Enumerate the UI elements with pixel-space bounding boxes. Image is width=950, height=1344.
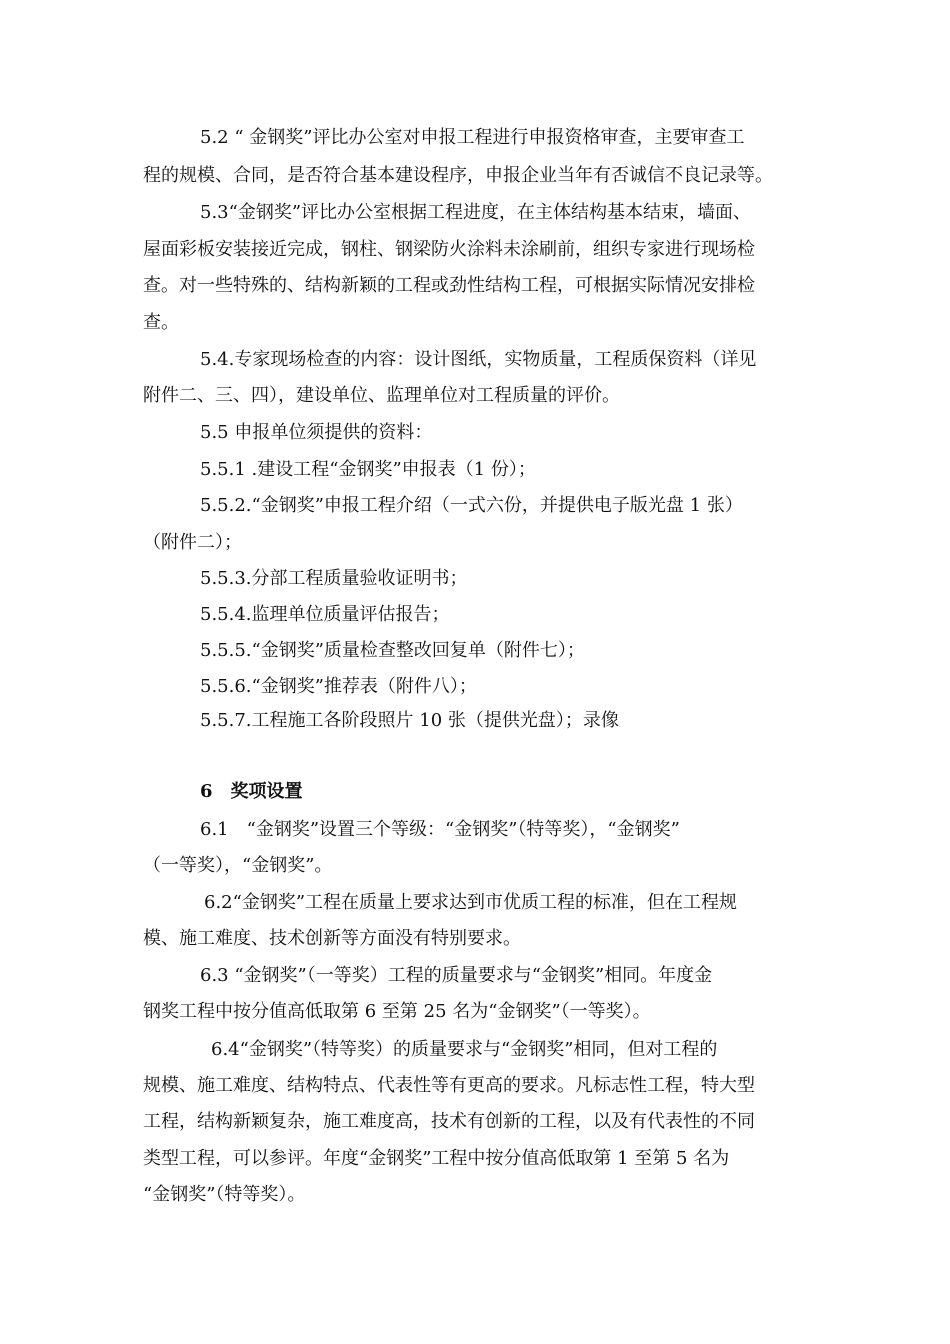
para-5-5-1: 5.5.1 .建设工程“金钢奖”申报表（1 份）； [200, 459, 536, 480]
para-5-5-6: 5.5.6.“金钢奖”推荐表（附件八）； [200, 676, 477, 697]
para-5-5-5: 5.5.5.“金钢奖”质量检查整改回复单（附件七）； [200, 640, 585, 661]
para-6-2-line-2: 模、施工难度、技术创新等方面没有特别要求。 [143, 928, 521, 949]
para-6-3-line-1: 6.3 “金钢奖”（一等奖）工程的质量要求与“金钢奖”相同。年度金 [200, 965, 713, 986]
para-6-1-line-1: 6.1 “金钢奖”设置三个等级：“金钢奖”（特等奖），“金钢奖” [200, 819, 680, 840]
para-5-5-7: 5.5.7.工程施工各阶段照片 10 张（提供光盘）；录像 [200, 710, 619, 731]
para-6-4-line-4: 类型工程，可以参评。年度“金钢奖”工程中按分值高低取第 1 至第 5 名为 [143, 1148, 730, 1169]
para-6-1-line-2: （一等奖），“金钢奖”。 [143, 855, 333, 876]
para-5-3-line-3: 查。对一些特殊的、结构新颖的工程或劲性结构工程，可根据实际情况安排检 [143, 275, 755, 296]
para-5-5-2-line-1: 5.5.2.“金钢奖”申报工程介绍（一式六份，并提供电子版光盘 1 张） [200, 495, 743, 516]
para-5-4-line-1: 5.4.专家现场检查的内容：设计图纸，实物质量，工程质保资料（详见 [200, 349, 757, 370]
para-5-5-3: 5.5.3.分部工程质量验收证明书； [200, 568, 468, 589]
section-6-heading: 6 奖项设置 [200, 781, 303, 802]
para-5-2-line-2: 程的规模、合同，是否符合基本建设程序，申报企业当年有否诚信不良记录等。 [143, 165, 773, 186]
para-5-3-line-4: 查。 [143, 312, 179, 333]
para-6-2-line-1: 6.2“金钢奖”工程在质量上要求达到市优质工程的标准，但在工程规 [204, 892, 738, 913]
para-5-5-2-line-2: （附件二）； [143, 532, 242, 553]
para-5-2-line-1: 5.2 “ 金钢奖”评比办公室对申报工程进行申报资格审查，主要审查工 [200, 127, 745, 148]
para-5-5-4: 5.5.4.监理单位质量评估报告； [200, 604, 450, 625]
para-5-4-line-2: 附件二、三、四），建设单位、监理单位对工程质量的评价。 [143, 385, 620, 406]
para-6-4-line-3: 工程，结构新颖复杂，施工难度高，技术有创新的工程，以及有代表性的不同 [143, 1111, 755, 1132]
para-6-3-line-2: 钢奖工程中按分值高低取第 6 至第 25 名为“金钢奖”（一等奖）。 [143, 1001, 651, 1022]
para-5-3-line-1: 5.3“金钢奖”评比办公室根据工程进度，在主体结构基本结束，墙面、 [200, 202, 752, 223]
para-5-5: 5.5 申报单位须提供的资料： [200, 422, 433, 443]
para-6-4-line-2: 规模、施工难度、结构特点、代表性等有更高的要求。凡标志性工程，特大型 [143, 1075, 755, 1096]
para-5-3-line-2: 屋面彩板安装接近完成，钢柱、钢梁防火涂料未涂刷前，组织专家进行现场检 [143, 239, 755, 260]
para-6-4-line-1: 6.4“金钢奖”（特等奖）的质量要求与“金钢奖”相同，但对工程的 [211, 1039, 718, 1060]
para-6-4-line-5: “金钢奖”（特等奖）。 [143, 1184, 306, 1205]
